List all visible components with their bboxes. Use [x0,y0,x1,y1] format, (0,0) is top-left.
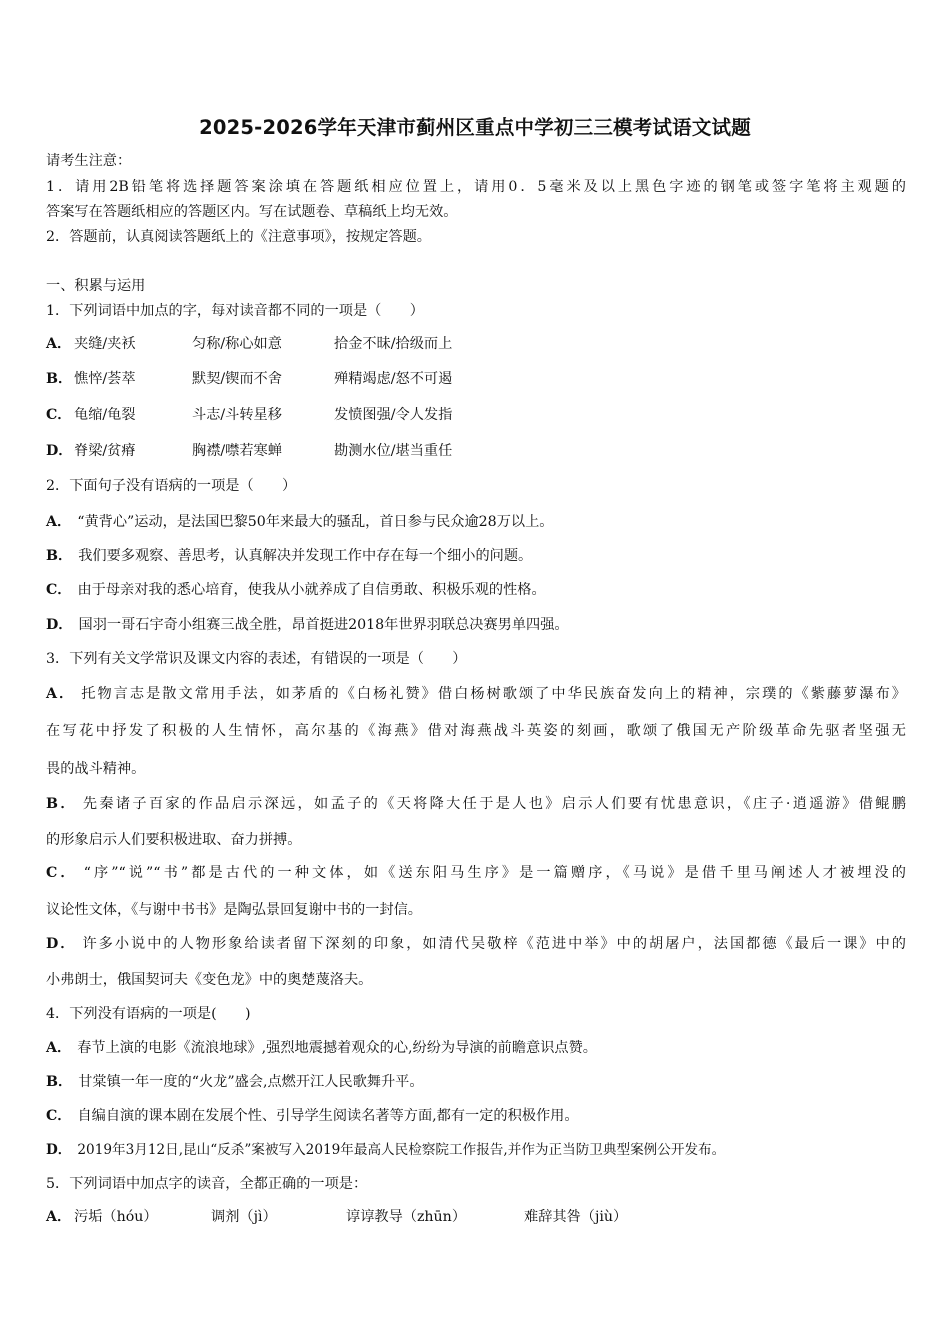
notice-item-2: 2．答题前，认真阅读答题纸上的《注意事项》，按规定答题。 [46,229,431,245]
option-col-3: 勘测水位/堪当重任 [334,443,453,459]
q2-option-c [46,580,546,600]
option-col-3: 殚精竭虑/怒不可遏 [334,371,453,387]
option-col-2: 调剂（jì） [211,1209,277,1225]
q3-option-c-cont: 议论性文体，《与谢中书书》是陶弘景回复谢中书的一封信。 [46,902,422,918]
option-label: C． [46,582,72,598]
option-label: B． [46,796,77,812]
q1-option-c [46,405,906,425]
q1-option-b [46,369,906,389]
option-col-2: 匀称/称心如意 [192,336,282,352]
option-text: 由于母亲对我的悉心培育，使我从小就养成了自信勇敢、积极乐观的性格。 [77,582,546,598]
option-text: 先秦诸子百家的作品启示深远，如孟子的《天将降大任于是人也》启示人们要有忧患意识，《庄子·逍遥游》借鲲鹏 [82,796,906,812]
option-text: 托物言志是散文常用手法，如茅盾的《白杨礼赞》借白杨树歌颂了中华民族奋发向上的精神，宗璞的《紫藤萝瀑布》 [81,686,906,702]
option-text: 国羽一哥石宇奇小组赛三战全胜，昂首挺进2018年世界羽联总决赛男单四强。 [78,617,569,633]
section-heading: 一、积累与运用 [46,278,146,294]
option-col-1: 污垢（hóu） [74,1209,158,1225]
option-text: 春节上演的电影《流浪地球》,强烈地震撼着观众的心,纷纷为导演的前瞻意识点赞。 [77,1040,597,1056]
q4-option-c [46,1106,579,1126]
notice-heading: 请考生注意： [46,153,132,169]
option-col-3: 谆谆教导（zhūn） [346,1209,467,1225]
q3-option-c [46,863,906,883]
q3-stem: 3．下列有关文学常识及课文内容的表述，有错误的一项是（ ） [46,651,467,667]
option-text: 2019年3月12日,昆山“反杀”案被写入2019年最高人民检察院工作报告,并作为正当防卫典型案例公开发布。 [77,1142,726,1158]
option-col-1: 憔悴/荟萃 [74,371,136,387]
q3-option-a [46,684,906,704]
q5-option-a [46,1207,906,1227]
option-text: 自编自演的课本剧在发展个性、引导学生阅读名著等方面,都有一定的积极作用。 [77,1108,579,1124]
option-text: “序”“说”“书”都是古代的一种文体，如《送东阳马生序》是一篇赠序，《马说》是借千里马阐述人才被埋没的 [83,865,906,881]
option-col-2: 默契/锲而不舍 [192,371,282,387]
option-label: D． [46,1142,72,1158]
q3-option-a-cont-1: 在写花中抒发了积极的人生情怀，高尔基的《海燕》借对海燕战斗英姿的刻画，歌颂了俄国无产阶级革命先驱者坚强无 [46,723,906,739]
q3-option-d-cont: 小弗朗士，俄国契诃夫《变色龙》中的奥楚蔑洛夫。 [46,972,373,988]
page-title: 2025-2026学年天津市蓟州区重点中学初三三模考试语文试题 [199,116,751,139]
notice-item-1: 1．请用2B铅笔将选择题答案涂填在答题纸相应位置上，请用0．5毫米及以上黑色字迹的钢笔或签字笔将主观题的 [46,179,906,195]
option-label: D． [46,443,73,459]
q2-option-b [46,546,532,566]
option-text: 许多小说中的人物形象给读者留下深刻的印象，如清代吴敬梓《范进中举》中的胡屠户，法国都德《最后一课》中的 [82,936,906,952]
option-label: D． [46,617,73,633]
q4-option-b [46,1072,424,1092]
option-col-1: 龟缩/龟裂 [74,407,136,423]
option-label: A． [46,514,72,530]
q3-option-a-cont-2: 畏的战斗精神。 [46,761,146,777]
option-label: A． [46,336,72,352]
option-col-2: 胸襟/噤若寒蝉 [192,443,282,459]
option-col-4: 难辞其咎（jiù） [524,1209,628,1225]
q4-stem: 4．下列没有语病的一项是( ) [46,1006,251,1022]
option-col-2: 斗志/斗转星移 [192,407,282,423]
q4-option-a [46,1038,597,1058]
q4-option-d [46,1140,725,1160]
option-label: B． [46,1074,73,1090]
q2-option-d [46,615,569,635]
q3-option-d [46,934,906,954]
option-label: B． [46,548,73,564]
q2-option-a [46,512,553,532]
option-label: A． [46,686,76,702]
option-label: D． [46,936,77,952]
q3-option-b [46,794,906,814]
notice-item-1-cont: 答案写在答题纸相应的答题区内。写在试题卷、草稿纸上均无效。 [46,204,458,220]
option-label: A． [46,1209,72,1225]
option-label: C． [46,1108,72,1124]
q3-option-b-cont: 的形象启示人们要积极进取、奋力拼搏。 [46,832,302,848]
q5-stem: 5．下列词语中加点字的读音，全都正确的一项是： [46,1176,368,1192]
option-col-1: 夹缝/夹袄 [74,336,136,352]
option-text: “黄背心”运动，是法国巴黎50年来最大的骚乱，首日参与民众逾28万以上。 [77,514,554,530]
option-col-1: 脊梁/贫瘠 [74,443,136,459]
option-label: C． [46,407,72,423]
option-text: 甘棠镇一年一度的“火龙”盛会,点燃开江人民歌舞升平。 [78,1074,424,1090]
option-label: B． [46,371,73,387]
q2-stem: 2．下面句子没有语病的一项是（ ） [46,478,297,494]
option-label: A． [46,1040,72,1056]
q1-option-a [46,334,906,354]
option-col-3: 发愤图强/令人发指 [334,407,453,423]
q1-stem: 1．下列词语中加点的字，每对读音都不同的一项是（ ） [46,303,424,319]
option-label: C． [46,865,78,881]
q1-option-d [46,441,906,461]
option-col-3: 拾金不昧/拾级而上 [334,336,453,352]
option-text: 我们要多观察、善思考，认真解决并发现工作中存在每一个细小的问题。 [78,548,533,564]
